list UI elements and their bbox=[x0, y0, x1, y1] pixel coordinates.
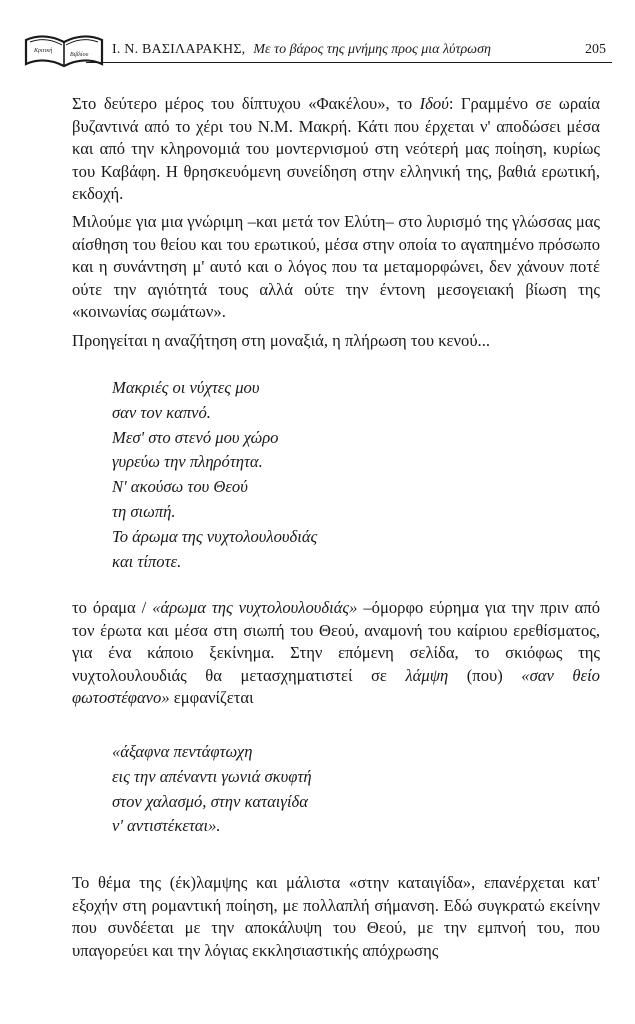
poem-line: και τίποτε. bbox=[112, 551, 182, 571]
author-name: Ι. Ν. ΒΑΣΙΛΑΡΑΚΗΣ, bbox=[112, 42, 246, 57]
poem-line: Ν' ακούσω του Θεού bbox=[112, 477, 248, 497]
poem-excerpt-1 bbox=[112, 376, 317, 574]
paragraph-5: Το θέμα της (έκ)λαμψης και μάλιστα «στην καταιγίδα», επανέρχεται κατ' εξοχήν στη ρομαντική ποίηση, με πολλαπλή σήμανση. Εδώ συγκρατώ εκείνην που συνδέεται με την αποκάλυψη του Θεού, με την εμπνοή του, που υπαγορεύει και την λόγιας εκκλησιαστικής απόχρωσης bbox=[72, 873, 600, 960]
running-header bbox=[22, 30, 612, 70]
poem-excerpt-2 bbox=[112, 740, 312, 839]
logo-top-text: Κριτική bbox=[34, 48, 53, 54]
poem-line: ν' αντιστέκεται». bbox=[112, 816, 221, 836]
paragraph-3: Προηγείται η αναζήτηση στη μοναξιά, η πλήρωση του κενού... bbox=[72, 331, 490, 350]
poem-line: σαν τον καπνό. bbox=[112, 402, 211, 422]
header-rule bbox=[86, 62, 612, 63]
open-book-logo-icon bbox=[22, 30, 106, 70]
poem-line: στον χαλασμό, στην καταιγίδα bbox=[112, 791, 308, 811]
emphasis-idou: Ιδού bbox=[419, 94, 449, 113]
poem-line: Μακριές οι νύχτες μου bbox=[112, 378, 260, 397]
poem-line: Μεσ' στο στενό μου χώρο bbox=[112, 427, 279, 447]
paragraph-4: το όραμα / «άρωμα της νυχτολουλουδιάς» –όμορφο εύρημα για την πριν από τον έρωτα και μέσα στη σιωπή του Θεού, αναμονή του καίριου ερεθίσματος, για ένα κάποιο ξεκίνημα. Στην επόμενη σελίδα, το σκιόφως της νυχτολουλουδιάς θα μετασχηματιστεί σε λάμψη (που) «σαν θείο φωτοστέφανο» εμφανίζεται bbox=[72, 598, 600, 707]
logo-bottom-text: Βιβλίου bbox=[70, 52, 89, 58]
poem-line: Το άρωμα της νυχτολουλουδιάς bbox=[112, 526, 318, 546]
book-title: Με το βάρος της μνήμης προς μια λύτρωση bbox=[253, 42, 491, 57]
paragraph-1: Στο δεύτερο μέρος του δίπτυχου «Φακέλου», το Ιδού: Γραμμένο σε ωραία βυζαντινά από το χέρι του Ν.Μ. Μακρή. Κάτι που έρχεται ν' αποδώσει μέσα και από την κληρονομιά του μοντερνισμού στη νεότερή μας ποίηση, κυρίως του Καβάφη. Η θρησκευόμενη συνείδηση στην ελληνική της, βαθιά ερωτική, εκδοχή. bbox=[72, 94, 600, 203]
page-number: 205 bbox=[585, 42, 606, 57]
poem-line: εις την απέναντι γωνιά σκυφτή bbox=[112, 766, 312, 786]
poem-line: τη σιωπή. bbox=[112, 501, 176, 521]
poem-line: «άξαφνα πεντάφτωχη bbox=[112, 742, 253, 761]
running-head-text bbox=[112, 42, 491, 58]
paragraph-2: Μιλούμε για μια γνώριμη –και μετά τον Ελύτη– στο λυρισμό της γλώσσας μας αίσθηση του θείου και του ερωτικού, μέσα στην οποία το αγαπημένο πρόσωπο και η συνάντηση μ' αυτό και ο λόγος που τα μεταμορφώνει, δεν χάνουν ποτέ ούτε την αγιότητά τους αλλά ούτε την έντονη μεσογειακή βίωση της «κοινωνίας σωμάτων». bbox=[72, 212, 600, 321]
poem-line: γυρεύω την πληρότητα. bbox=[112, 452, 263, 472]
